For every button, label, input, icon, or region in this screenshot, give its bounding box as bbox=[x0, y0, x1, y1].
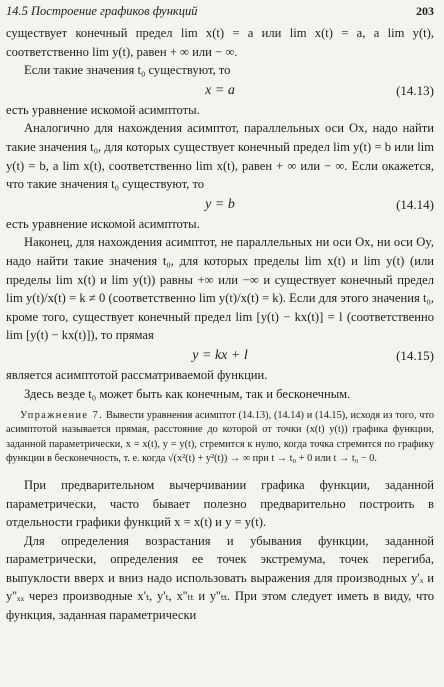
paragraph-8: Здесь везде t₀ может быть как конечным, так и бесконечным. bbox=[24, 386, 351, 401]
equation-14-13 bbox=[6, 80, 434, 101]
equation-number: (14.15) bbox=[396, 347, 434, 363]
paragraph-4: Аналогично для нахождения асимптот, параллельных оси Ox, надо найти такие значения t₀, для которых существует конечный предел lim y(t) = b или lim y(t) = b, а lim x(t), соответственно lim x(t), равен + ∞ или − ∞. Если окажется, что такие значения t₀ существуют, то bbox=[6, 121, 434, 192]
equation-14-14 bbox=[6, 194, 434, 215]
equation-text: y = kx + l bbox=[192, 347, 248, 363]
paragraph-5: есть уравнение искомой асимптоты. bbox=[6, 216, 200, 231]
section-title: 14.5 Построение графиков функций bbox=[6, 4, 198, 18]
paragraph-6: Наконец, для нахождения асимптот, не параллельных ни оси Ox, ни оси Oy, надо найти такие значения t₀, для которых пределы lim x(t) и lim y(t) (или пределы lim x(t) и lim y(t)) равны +∞ или −∞ и существует конечный предел lim y(t)/x(t) = k ≠ 0 (соответственно lim y(t)/x(t) = k). Если для этого значения t₀, кроме того, существует конечный предел lim [y(t) − kx(t)] = l (соответственно lim [y(t) − kx(t)]), то прямая bbox=[6, 235, 434, 343]
paragraph-3: есть уравнение искомой асимптоты. bbox=[6, 102, 200, 117]
equation-14-15 bbox=[6, 345, 434, 366]
exercise-7 bbox=[6, 409, 434, 466]
paragraph-1: существует конечный предел lim x(t) = a или lim x(t) = a, а lim y(t), соответственно lim y(t), равен + ∞ или − ∞. bbox=[6, 26, 434, 59]
page-number: 203 bbox=[416, 4, 434, 18]
paragraph-7: является асимптотой рассматриваемой функции. bbox=[6, 367, 268, 382]
paragraph-2: Если такие значения t₀ существуют, то bbox=[24, 63, 231, 78]
paragraph-9: При предварительном вычерчивании графика функции, заданной параметрически, часто бывает полезно предварительно построить в отдельности графики функций x = x(t) и y = y(t). bbox=[6, 477, 434, 530]
equation-number: (14.13) bbox=[396, 82, 434, 98]
paragraph-10: Для определения возрастания и убывания функции, заданной параметрически, определения ее точек экстремума, точек перегиба, выпуклости вверх и вниз надо использовать выражения для производных y'ₓ и y''ₓₓ через производные x'ₜ, y'ₜ, x''ₜₜ и y''ₜₜ. При этом следует иметь в виду, что функция, заданная параметрически bbox=[6, 533, 434, 623]
equation-text: y = b bbox=[205, 196, 235, 212]
equation-text: x = a bbox=[205, 82, 235, 98]
equation-number: (14.14) bbox=[396, 196, 434, 212]
exercise-label: Упражнение 7. bbox=[20, 410, 104, 422]
running-header bbox=[6, 4, 434, 22]
exercise-text: Вывести уравнения асимптот (14.13), (14.14) и (14.15), исходя из того, что асимптотой называется прямая, расстояние до которой от точки (x(t) y(t)) графика функции, заданной параметрически, x = x(t), y = y(t), стремится к нулю, когда точка стремится по графику функции в бесконечность, т. е. когда √(x²(t) + y²(t)) → ∞ при t → t₀ + 0 или t → t₀ − 0. bbox=[6, 410, 434, 464]
